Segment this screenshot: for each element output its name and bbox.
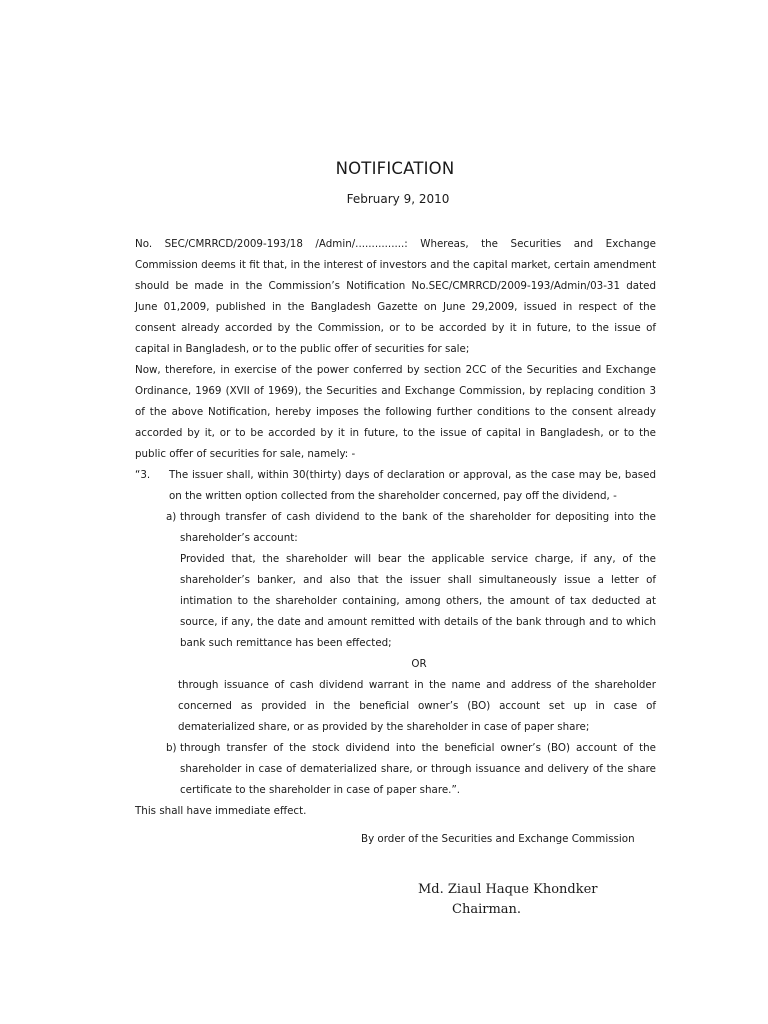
proviso-paragraph: Provided that, the shareholder will bear the applicable service charge, if any, of the shareholder’s banker, and also that the issuer shall simultaneously issue a letter of intimation to the shareholder containing, among others, the amount of tax deducted at source, if any, the date and amount remitted with details of the bank through and to which bank such remittance has been effected; [180, 553, 656, 649]
signatory-title: Chairman. [452, 902, 522, 917]
clause-a [168, 507, 656, 549]
condition-3 [135, 465, 656, 507]
or-separator: OR [411, 658, 427, 670]
clause-b-text: through transfer of the stock dividend into the beneficial owner’s (BO) account of the shareholder in case of dematerialized share, or through issuance and delivery of the share certificate to the shareholder in case of paper share.”. [180, 742, 656, 796]
page-title: NOTIFICATION [335, 159, 455, 178]
clause-a-letter: a) [166, 511, 177, 523]
alternative-paragraph: through issuance of cash dividend warrant in the name and address of the shareholder concerned as provided in the beneficial owner’s (BO) account set up in case of dematerialized share, or as provided by the shareholder in case of paper share; [178, 679, 656, 733]
effect-statement: This shall have immediate effect. [135, 805, 307, 817]
notification-body [135, 234, 656, 822]
by-order-line: By order of the Securities and Exchange Commission [361, 833, 635, 845]
clause-b-letter: b) [166, 742, 177, 754]
clause-a-text: through transfer of cash dividend to the bank of the shareholder for depositing into the shareholder’s account: [180, 511, 656, 544]
preamble-paragraph: No. SEC/CMRRCD/2009-193/18 /Admin/...............: Whereas, the Securities and Exchange Commission deems it fit that, in the interest of investors and the capital market, certain amendment should be made in the Commission’s Notification No.SEC/CMRRCD/2009-193/Admin/03-31 dated June 01,2009, published in the Bangladesh Gazette on June 29,2009, issued in respect of the consent already accorded by the Commission, or to be accorded by it in future, to the issue of capital in Bangladesh, or to the public offer of securities for sale; [135, 238, 656, 355]
signatory-name: Md. Ziaul Haque Khondker [418, 882, 598, 897]
operative-paragraph: Now, therefore, in exercise of the power conferred by section 2CC of the Securities and Exchange Ordinance, 1969 (XVII of 1969), the Securities and Exchange Commission, by replacing condition 3 of the above Notification, hereby imposes the following further conditions to the consent already accorded by it, or to be accorded by it in future, to the issue of capital in Bangladesh, or to the public offer of securities for sale, namely: - [135, 364, 656, 460]
notification-date: February 9, 2010 [346, 192, 450, 206]
condition-text: The issuer shall, within 30(thirty) days of declaration or approval, as the case may be, based on the written option collected from the shareholder concerned, pay off the dividend, - [169, 469, 656, 502]
clause-b [168, 738, 656, 801]
condition-number: “3. [135, 469, 151, 481]
